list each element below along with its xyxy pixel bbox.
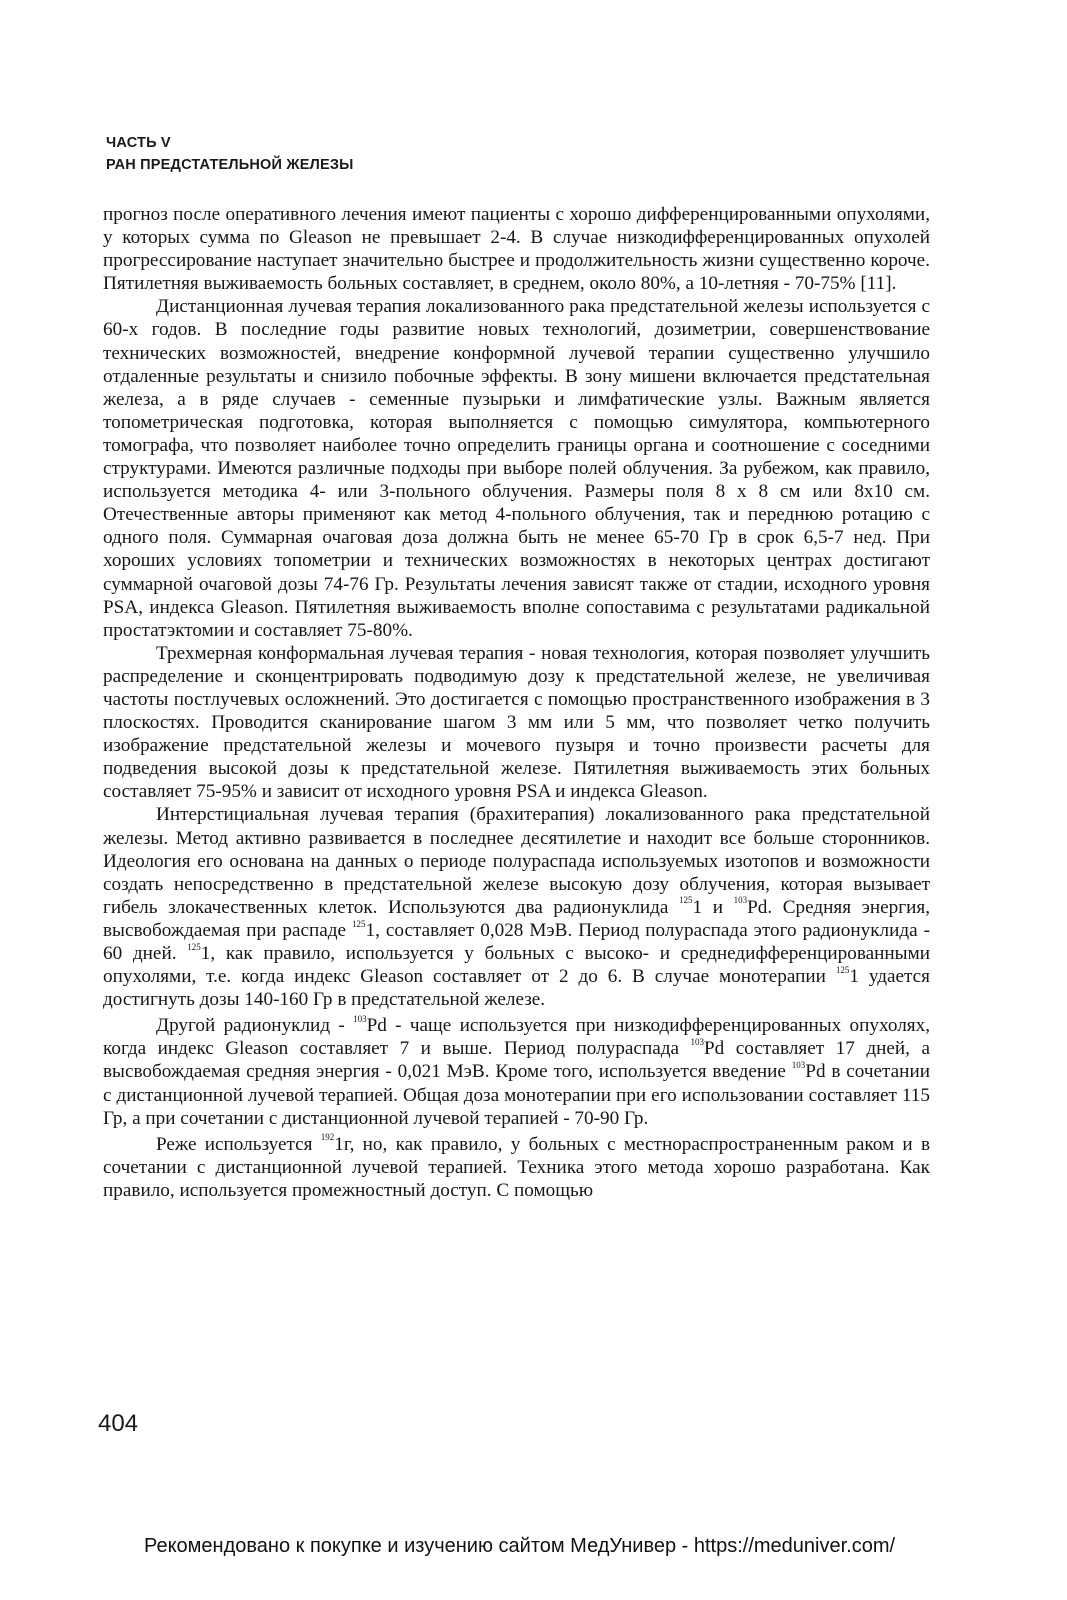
isotope-superscript: 125 [352,918,366,929]
isotope-superscript: 103 [690,1036,705,1047]
paragraph-1: прогноз после оперативного лечения имеют пациенты с хорошо дифференцированными опухолями, у которых сумма по Gleason не превышает 2-4. В случае низкодифференцированных опухолей прогрессирование наступает значительно быстрее и продолжительность жизни существенно короче. Пятилетняя выживаемость больных составляет, в среднем, около 80%, а 10-летняя - 70-75% [11]. [103,204,930,295]
paragraph-5-text: Pd - чаще используется при низкодифференцированных опухолях, когда индекс Gleason составляет 7 и выше. Период полураспада [103,1015,930,1060]
paragraph-5 [103,1014,930,1129]
paragraph-6-text: Реже используется [156,1133,321,1155]
paragraph-3: Трехмерная конформальная лучевая терапия - новая технология, которая позволяет улучшить распределение и сконцентрировать подводимую дозу к предстательной железе, не увеличивая частоты постлучевых осложнений. Это достигается с помощью пространственного изображения в 3 плоскостях. Проводится сканирование шагом 3 мм или 5 мм, что позволяет четко получить изображение предстательной железы и мочевого пузыря и точно произвести расчеты для подведения высокой дозы к предстательной железе. Пятилетняя выживаемость этих больных составляет 75-95% и зависит от исходного уровня PSA и индекса Gleason. [103,642,930,803]
isotope-superscript: 103 [353,1013,367,1024]
paragraph-4-text: 1 удается достигнуть дозы 140-160 Гр в предстательной железе. [103,966,930,1011]
paragraph-5-text: Pd составляет 17 дней, а высвобождаемая средняя энергия - 0,021 МэВ. Кроме того, используется введение [103,1038,930,1083]
paragraph-4-text: Pd. Средняя энергия, высвобождаемая при распаде [103,896,930,941]
paragraph-6-text: 1г, но, как правило, у больных с местнораспространенным раком и в сочетании с дистанционной лучевой терапией. Техника этого метода хорошо разработана. Как правило, используется промежностный доступ. С помощью [103,1133,930,1201]
paragraph-4-text: 1 и [692,896,734,918]
paragraph-5-text: Другой радионуклид - [156,1015,354,1037]
page-number: 404 [98,1410,139,1437]
paragraph-6 [103,1133,930,1202]
header-part: ЧАСТЬ V [106,135,171,151]
paragraph-5-text: Pd в сочетании с дистанционной лучевой терапией. Общая доза монотерапии при его использовании составляет 115 Гр, а при сочетании с дистанционной лучевой терапией - 70-90 Гр. [103,1061,930,1129]
paragraph-2: Дистанционная лучевая терапия локализованного рака предстательной железы используется с 60-х годов. В последние годы развитие новых технологий, дозиметрии, совершенствование технических возможностей, внедрение конформной лучевой терапии существенно улучшило отдаленные результаты и снизило побочные эффекты. В зону мишени включается предстательная железа, а в ряде случаев - семенные пузырьки и лимфатические узлы. Важным является топометрическая подготовка, которая выполняется с помощью симулятора, компьютерного томографа, что позволяет наиболее точно определить границы органа и соотношение с соседними структурами. Имеются различные подходы при выборе полей облучения. За рубежом, как правило, используется методика 4- или 3-польного облучения. Размеры поля 8 x 8 см или 8x10 см. Отечественные авторы применяют как метод 4-польного облучения, так и переднюю ротацию с одного поля. Суммарная очаговая доза должна быть не менее 65-70 Гр в срок 6,5-7 нед. При хороших условиях топометрии и технических возможностях в некоторых центрах достигают суммарной очаговой дозы 74-76 Гр. Результаты лечения зависят также от стадии, исходного уровня PSA, индекса Gleason. Пятилетняя выживаемость вполне сопоставима с результатами радикальной простатэктомии и составляет 75-80%. [103,296,930,641]
isotope-superscript: 125 [187,941,201,952]
isotope-superscript: 125 [679,895,693,906]
isotope-superscript: 125 [835,964,850,975]
paragraph-4-text: 1, составляет 0,028 МэВ. Период полураспада этого радионуклида - 60 дней. [103,919,931,964]
isotope-superscript: 192 [320,1132,335,1143]
isotope-superscript: 103 [733,895,748,906]
header-title: РАН ПРЕДСТАТЕЛЬНОЙ ЖЕЛЕЗЫ [106,157,354,173]
main-text [103,203,930,1202]
isotope-superscript: 103 [791,1060,806,1071]
footer-recommendation: Рекомендовано к покупке и изучению сайтом МедУнивер - https://meduniver.com/ [144,1535,896,1557]
chapter-header [106,132,354,176]
paragraph-4 [103,803,930,1011]
paragraph-4-text: Интерстициальная лучевая терапия (брахитерапия) локализованного рака предстательной железы. Метод активно развивается в последнее десятилетие и находит все больше сторонников. Идеология его основана на данных о периоде полураспада используемых изотопов и возможности создать непосредственно в предстательной железе высокую дозу облучения, которая вызывает гибель злокачественных клеток. Используются два радионуклида [103,804,930,918]
paragraph-4-text: 1, как правило, используется у больных с высоко- и среднедифференцированными опухолями, т.е. когда индекс Gleason составляет от 2 до 6. В случае монотерапии [103,943,930,988]
